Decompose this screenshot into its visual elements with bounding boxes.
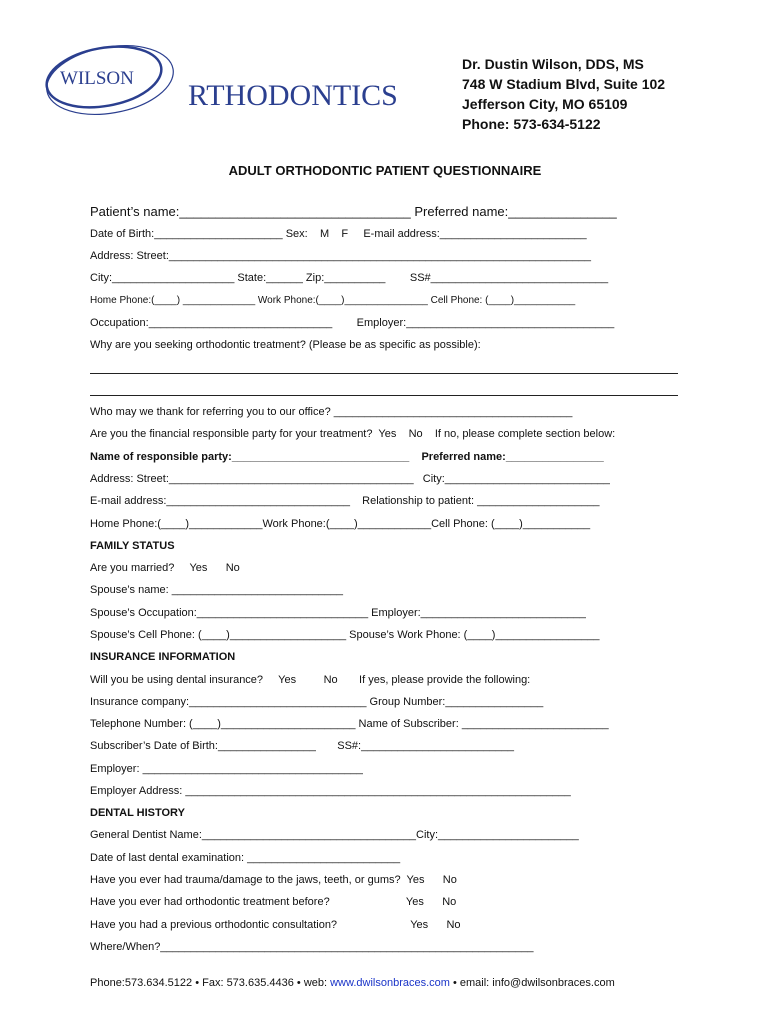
where-when-line[interactable]: Where/When?_____________________________________________________________ (90, 941, 534, 953)
dental-history-heading: DENTAL HISTORY (90, 807, 185, 819)
spouse-name-line[interactable]: Spouse’s name: ____________________________ (90, 584, 344, 596)
treatment-reason-answer-line-2[interactable] (90, 395, 678, 396)
married-question[interactable]: Are you married? Yes No (90, 562, 240, 574)
insurance-question[interactable]: Will you be using dental insurance? Yes No If yes, please provide the following: (90, 674, 531, 686)
prior-consultation-question[interactable]: Have you had a previous orthodontic consultation? Yes No (90, 919, 461, 931)
footer-email: • email: info@dwilsonbraces.com (449, 977, 615, 989)
spouse-occupation-line[interactable]: Spouse’s Occupation:____________________________ Employer:___________________________ (90, 607, 586, 619)
insurance-phone-subscriber-line[interactable]: Telephone Number: (____)______________________ Name of Subscriber: ________________________ (90, 718, 609, 730)
financial-responsibility-line[interactable]: Are you the financial responsible party for your treatment? Yes No If no, please complete section below: (90, 428, 616, 440)
clinic-address-line1: 748 W Stadium Blvd, Suite 102 (462, 76, 666, 92)
wilson-orthodontics-logo (40, 34, 440, 129)
clinic-info (462, 54, 665, 134)
form-title: ADULT ORTHODONTIC PATIENT QUESTIONNAIRE (228, 163, 542, 178)
occupation-employer-line[interactable]: Occupation:______________________________ Employer:__________________________________ (90, 317, 615, 329)
treatment-reason-answer-line-1[interactable] (90, 373, 678, 374)
general-dentist-line[interactable]: General Dentist Name:___________________________________City:_______________________ (90, 829, 579, 841)
patient-name-line[interactable]: Patient’s name:________________________________ Preferred name:_______________ (90, 204, 617, 219)
logo-orthodontics-text: RTHODONTICS (188, 79, 398, 112)
city-state-zip-ssn-line[interactable]: City:____________________ State:______ Zip:__________ SS#_____________________________ (90, 272, 609, 284)
dob-sex-email-line[interactable]: Date of Birth:_____________________ Sex: M F E-mail address:________________________ (90, 228, 587, 240)
logo-graphic (40, 34, 440, 124)
trauma-question[interactable]: Have you ever had trauma/damage to the jaws, teeth, or gums? Yes No (90, 874, 457, 886)
subscriber-employer-address-line[interactable]: Employer Address: _______________________________________________________________ (90, 785, 571, 797)
doctor-name: Dr. Dustin Wilson, DDS, MS (462, 56, 644, 72)
responsible-party-email-line[interactable]: E-mail address:______________________________ Relationship to patient: ____________________ (90, 495, 600, 507)
patient-phones-line[interactable]: Home Phone:(____) _____________ Work Phone:(____)_______________ Cell Phone: (____)___________ (90, 295, 576, 306)
spouse-phones-line[interactable]: Spouse’s Cell Phone: (____)___________________ Spouse’s Work Phone: (____)_________________ (90, 629, 600, 641)
treatment-reason-prompt: Why are you seeking orthodontic treatment? (Please be as specific as possible): (90, 339, 481, 351)
prior-treatment-question[interactable]: Have you ever had orthodontic treatment before? Yes No (90, 896, 457, 908)
clinic-phone: Phone: 573-634-5122 (462, 116, 601, 132)
responsible-party-address-line[interactable]: Address: Street:________________________________________ City:___________________________ (90, 473, 610, 485)
address-street-line[interactable]: Address: Street:_____________________________________________________________________ (90, 250, 591, 262)
footer-prefix: Phone:573.634.5122 • Fax: 573.635.4436 • web: (90, 977, 331, 989)
clinic-address-line2: Jefferson City, MO 65109 (462, 96, 628, 112)
subscriber-dob-ssn-line[interactable]: Subscriber’s Date of Birth:________________ SS#:_________________________ (90, 740, 515, 752)
logo-wilson-text: WILSON (60, 68, 134, 89)
footer-web-link[interactable]: www.dwilsonbraces.com (330, 977, 450, 989)
subscriber-employer-line[interactable]: Employer: ____________________________________ (90, 763, 363, 775)
responsible-party-name-line[interactable]: Name of responsible party:_____________________________ Preferred name:________________ (90, 451, 604, 463)
referral-line[interactable]: Who may we thank for referring you to our office? _______________________________________ (90, 406, 573, 418)
footer-contact (90, 977, 615, 989)
insurance-heading: INSURANCE INFORMATION (90, 651, 236, 663)
insurance-company-line[interactable]: Insurance company:_____________________________ Group Number:________________ (90, 696, 544, 708)
last-exam-line[interactable]: Date of last dental examination: _________________________ (90, 852, 401, 864)
family-status-heading: FAMILY STATUS (90, 540, 175, 552)
responsible-party-phones-line[interactable]: Home Phone:(____)____________Work Phone:(____)____________Cell Phone: (____)___________ (90, 518, 591, 530)
